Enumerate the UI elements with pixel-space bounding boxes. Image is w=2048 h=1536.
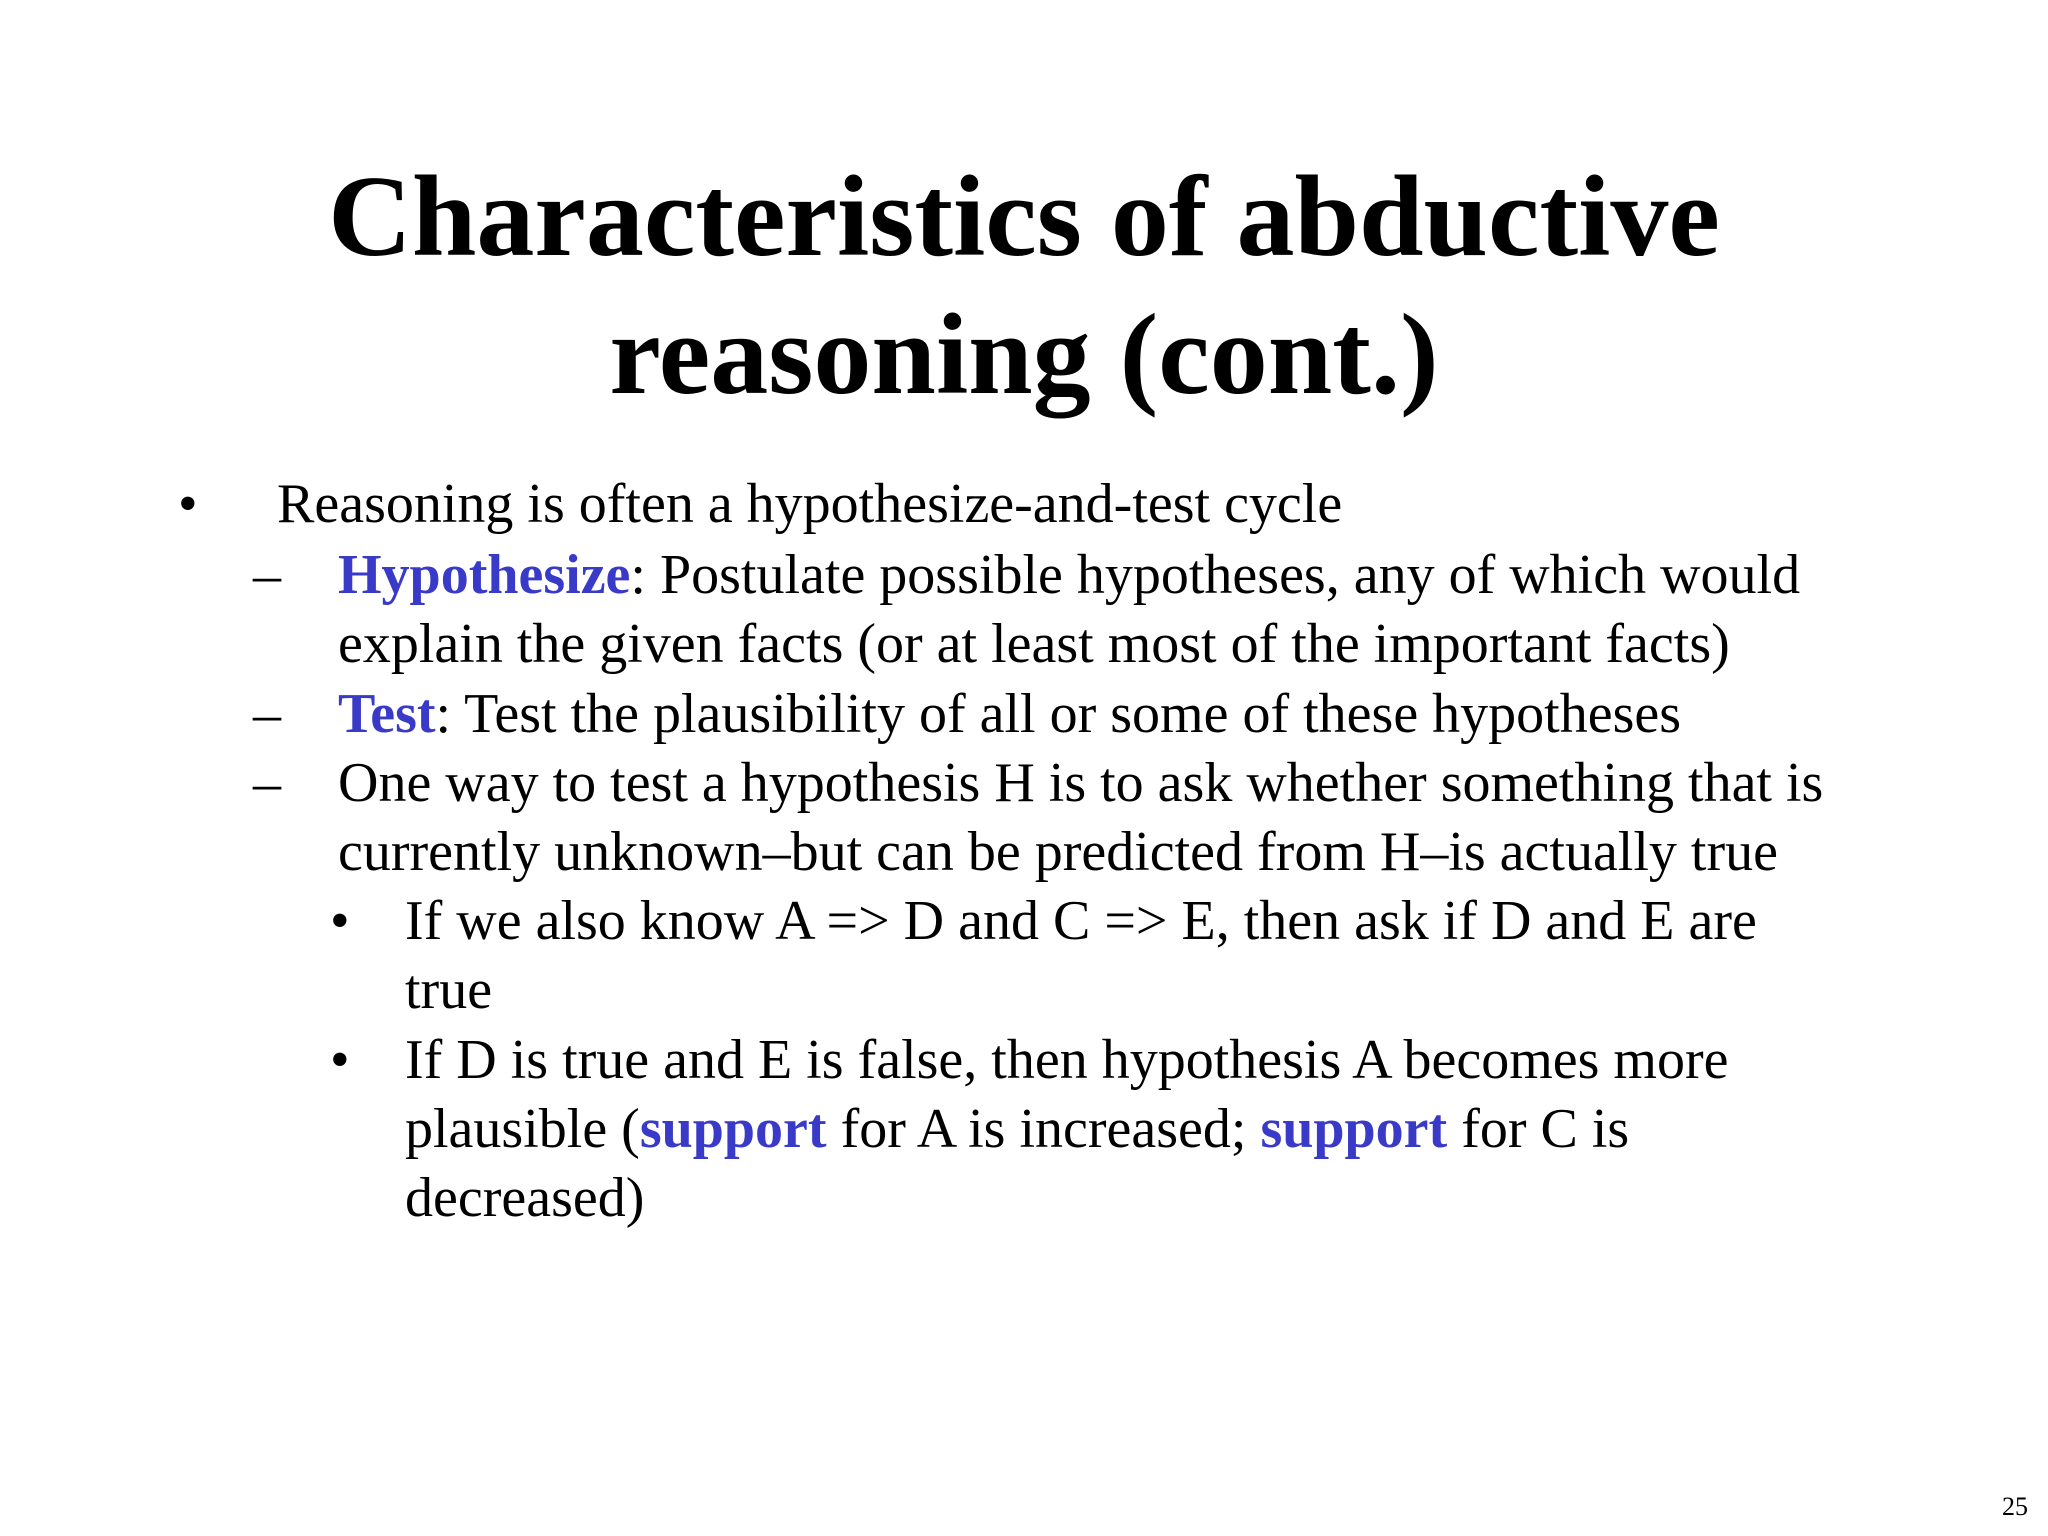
bullet-if-know-continued: true bbox=[405, 959, 493, 1021]
bullet-if-know: If we also know A => D and C => E, then ask if D and E are bbox=[405, 890, 1757, 952]
bullet-hypothesize bbox=[338, 541, 1800, 610]
test-text: : Test the plausibility of all or some of these hypotheses bbox=[435, 683, 1682, 745]
dash-marker: – bbox=[253, 683, 281, 745]
support-a-text: for A is increased; bbox=[826, 1098, 1261, 1160]
page-number: 25 bbox=[2002, 1492, 2028, 1521]
bullet-if-true-end: decreased) bbox=[405, 1167, 645, 1229]
bullet-hypothesize-continued: explain the given facts (or at least most of the important facts) bbox=[338, 613, 1730, 675]
dash-marker: – bbox=[253, 752, 281, 814]
title-line-1: Characteristics of abductive bbox=[328, 153, 1720, 281]
support-c-text: for C is bbox=[1447, 1098, 1630, 1160]
bullet-one-way: One way to test a hypothesis H is to ask whether something that is bbox=[338, 752, 1824, 814]
slide-title bbox=[0, 148, 2048, 424]
bullet-reasoning-cycle: Reasoning is often a hypothesize-and-test cycle bbox=[277, 473, 1343, 535]
bullet-if-true-continued bbox=[405, 1095, 1629, 1164]
bullet-test bbox=[338, 680, 1681, 749]
bullet-if-true: If D is true and E is false, then hypothesis A becomes more bbox=[405, 1029, 1729, 1091]
hypothesize-text: : Postulate possible hypotheses, any of which would bbox=[630, 544, 1801, 606]
plausible-text: plausible ( bbox=[405, 1098, 640, 1160]
dash-marker: – bbox=[253, 544, 281, 606]
keyword-test: Test bbox=[338, 683, 436, 745]
sub-bullet-marker: • bbox=[330, 1029, 350, 1091]
title-line-2: reasoning (cont.) bbox=[609, 291, 1439, 419]
sub-bullet-marker: • bbox=[330, 890, 350, 952]
bullet-one-way-continued: currently unknown–but can be predicted from H–is actually true bbox=[338, 821, 1778, 883]
keyword-support: support bbox=[639, 1098, 827, 1160]
keyword-support: support bbox=[1260, 1098, 1448, 1160]
keyword-hypothesize: Hypothesize bbox=[338, 544, 631, 606]
bullet-marker: • bbox=[178, 473, 198, 535]
